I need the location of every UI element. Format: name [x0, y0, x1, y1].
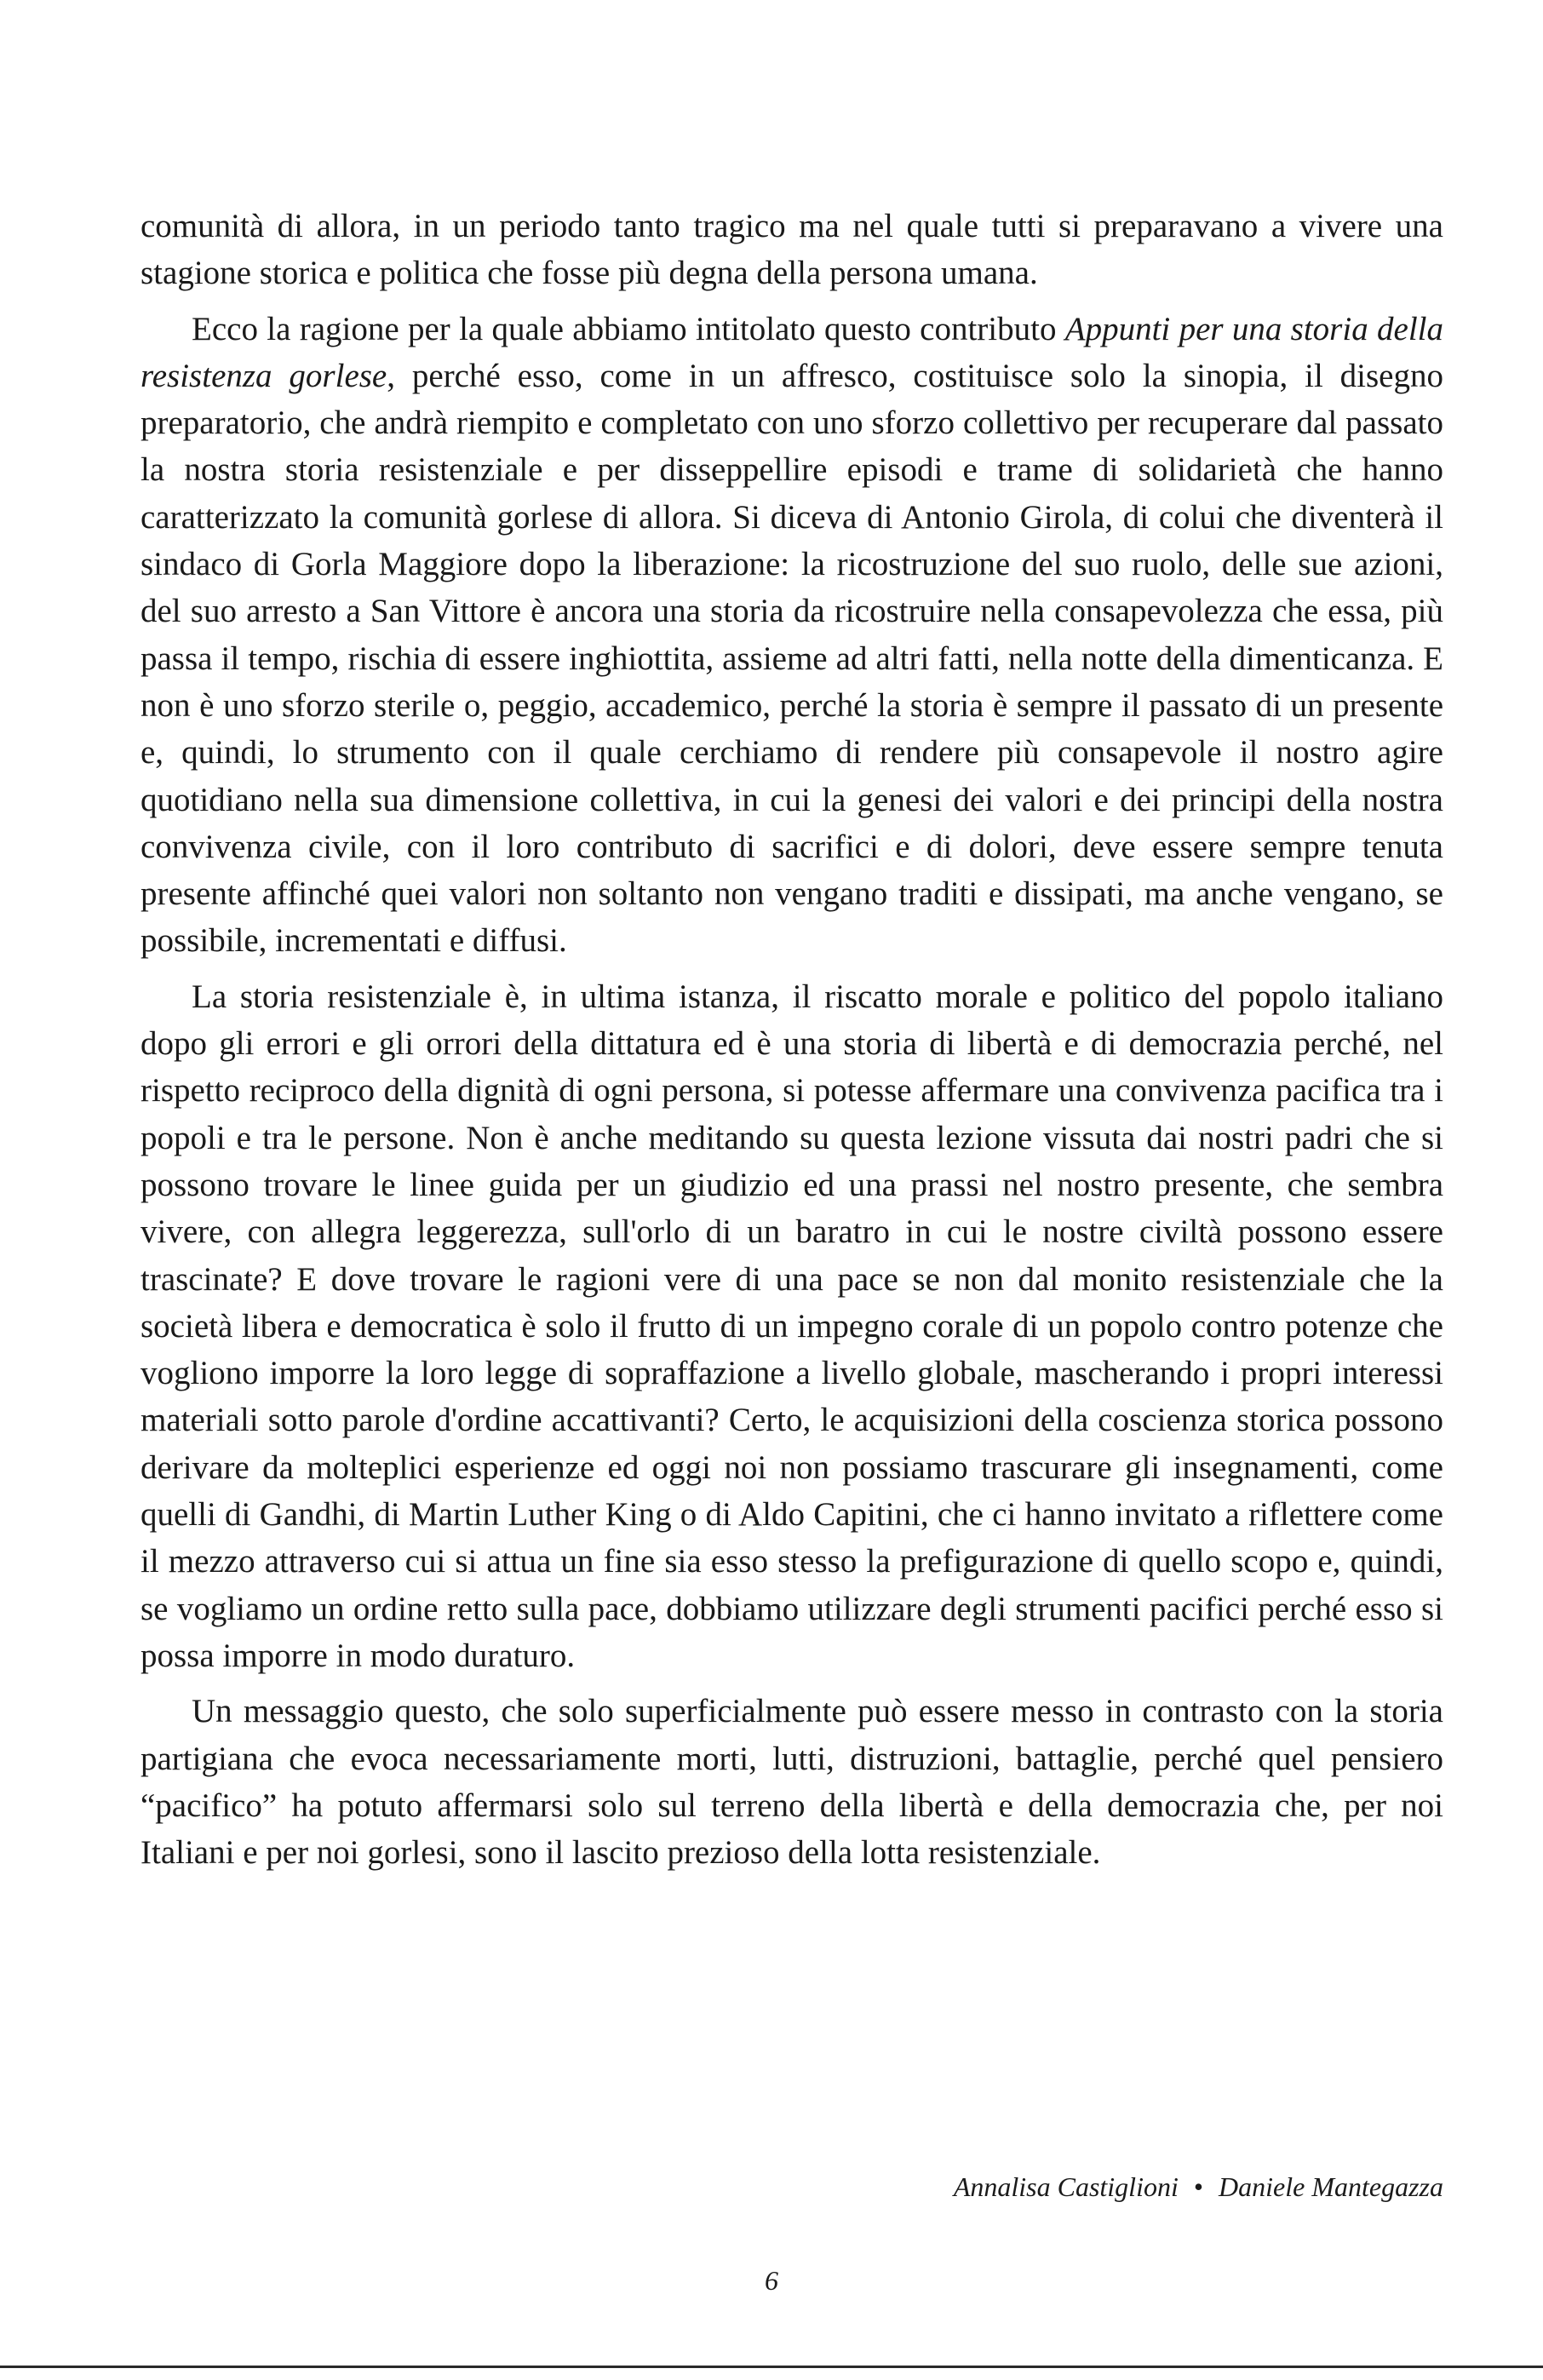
author-signature	[141, 2170, 1443, 2204]
author-name-1: Annalisa Castiglioni	[953, 2171, 1179, 2202]
body-text	[141, 203, 1443, 1884]
author-separator: •	[1193, 2171, 1204, 2202]
paragraph-2-title: Appunti per una storia della resistenza gorlese	[141, 310, 1443, 394]
bottom-edge-rule	[0, 2366, 1543, 2368]
paragraph-2	[141, 306, 1443, 965]
page-number: 6	[765, 2265, 778, 2296]
paragraph-2-rest: , perché esso, come in un affresco, costituisce solo la sinopia, il disegno preparatorio, che andrà riempito e completato con uno sforzo collettivo per recuperare dal passato la nostra storia resistenziale e per disseppellire episodi e trame di solidarietà che hanno caratterizzato la comunità gorlese di allora. Si diceva di Antonio Girola, di colui che diventerà il sindaco di Gorla Maggiore dopo la liberazione: la ricostruzione del suo ruolo, delle sue azioni, del suo arresto a San Vittore è ancora una storia da ricostruire nella consapevolezza che essa, più passa il tempo, rischia di essere inghiottita, assieme ad altri fatti, nella notte della dimenticanza. E non è uno sforzo sterile o, peggio, accademico, perché la storia è sempre il passato di un presente e, quindi, lo strumento con il quale cerchiamo di rendere più consapevole il nostro agire quotidiano nella sua dimensione collettiva, in cui la genesi dei valori e dei principi della nostra convivenza civile, con il loro contributo di sacrifici e di dolori, deve essere sempre tenuta presente affinché quei valori non soltanto non vengano traditi e dissipati, ma anche vengano, se possibile, incrementati e diffusi.	[141, 357, 1443, 960]
paragraph-2-start: Ecco la ragione per la quale abbiamo intitolato questo contributo	[192, 310, 1065, 347]
paragraph-1: comunità di allora, in un periodo tanto tragico ma nel quale tutti si preparavano a vivere una stagione storica e politica che fosse più degna della persona umana.	[141, 208, 1443, 292]
paragraph-4: Un messaggio questo, che solo superficialmente può essere messo in contrasto con la storia partigiana che evoca necessariamente morti, lutti, distruzioni, battaglie, perché quel pensiero “pacifico” ha potuto affermarsi solo sul terreno della libertà e della democrazia che, per noi Italiani e per noi gorlesi, sono il lascito prezioso della lotta resistenziale.	[141, 1693, 1443, 1872]
paragraph-3: La storia resistenziale è, in ultima istanza, il riscatto morale e politico del popolo italiano dopo gli errori e gli orrori della dittatura ed è una storia di libertà e di democrazia perché, nel rispetto reciproco della dignità di ogni persona, si potesse affermare una convivenza pacifica tra i popoli e tra le persone. Non è anche meditando su questa lezione vissuta dai nostri padri che si possono trovare le linee guida per un giudizio ed una prassi nel nostro presente, che sembra vivere, con allegra leggerezza, sull'orlo di un baratro in cui le nostre civiltà possono essere trascinate? E dove trovare le ragioni vere di una pace se non dal monito resistenziale che la società libera e democratica è solo il frutto di un impegno corale di un popolo contro potenze che vogliono imporre la loro legge di sopraffazione a livello globale, mascherando i propri interessi materiali sotto parole d'ordine accattivanti? Certo, le acquisizioni della coscienza storica possono derivare da molteplici esperienze ed oggi noi non possiamo trascurare gli insegnamenti, come quelli di Gandhi, di Martin Luther King o di Aldo Capitini, che ci hanno invitato a riflettere come il mezzo attraverso cui si attua un fine sia esso stesso la prefigurazione di quello scopo e, quindi, se vogliamo un ordine retto sulla pace, dobbiamo utilizzare degli strumenti pacifici perché esso si possa imporre in modo duraturo.	[141, 978, 1443, 1674]
author-name-2: Daniele Mantegazza	[1219, 2171, 1443, 2202]
